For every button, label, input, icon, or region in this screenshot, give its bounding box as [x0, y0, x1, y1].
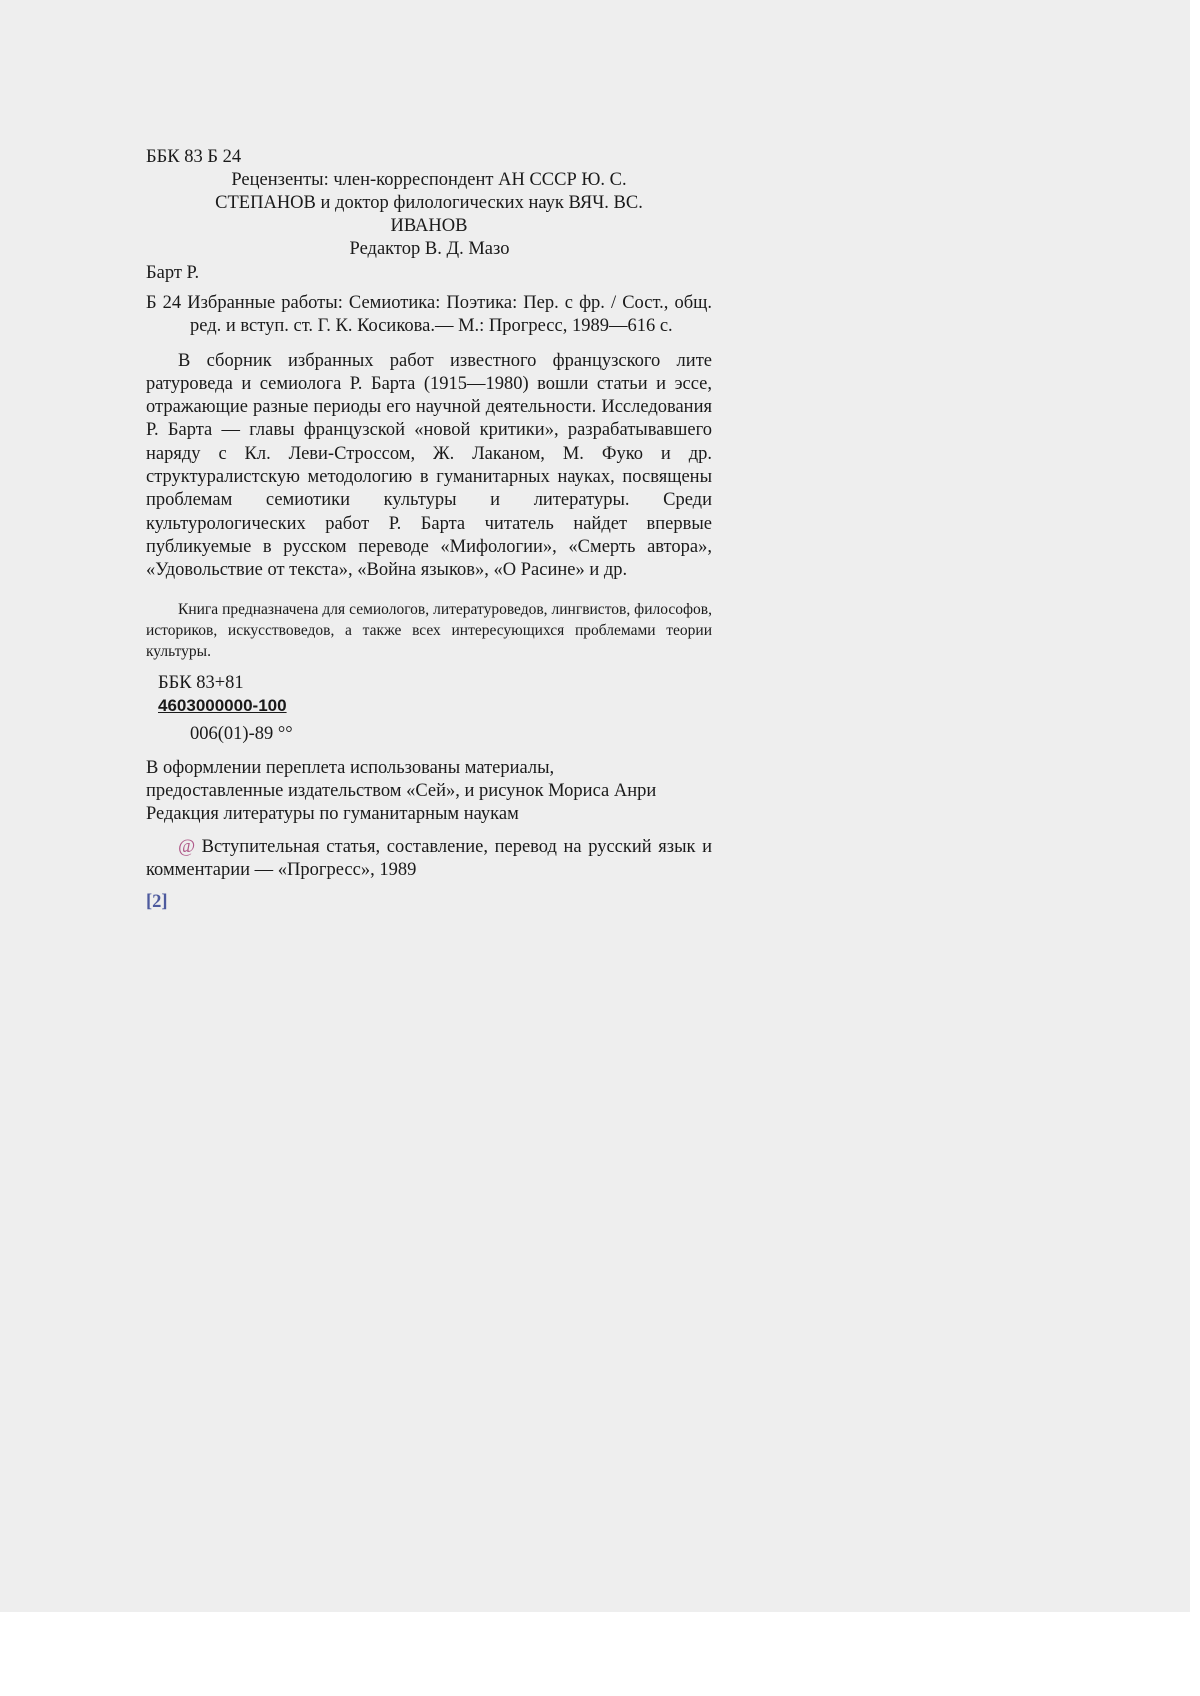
author-line: Барт Р.: [146, 263, 200, 283]
copyright-notice: [146, 836, 712, 883]
design-note: [146, 757, 712, 826]
page-number: [2]: [146, 892, 168, 913]
bbk-index-bottom: ББК 83+81: [158, 672, 244, 693]
copyright-symbol: @: [178, 836, 196, 857]
design-note-line-2: предоставленные издательством «Сей», и рисунок Мориса Анри: [146, 780, 657, 801]
design-note-line-1: В оформлении переплета использованы материалы,: [146, 757, 555, 778]
audience-paragraph: Книга предназначена для семиологов, литературоведов, лингвистов, философов, историков, искусствоведов, а также всех интересующихся проблемами теории культуры.: [146, 600, 712, 660]
copyright-text: Вступительная статья, составление, перевод на русский язык и комментарии — «Прогресс», 1989: [146, 836, 712, 880]
reviewers-line-3: ИВАНОВ: [390, 216, 468, 236]
isbn-code: 4603000000-100: [158, 695, 287, 715]
design-note-line-3: Редакция литературы по гуманитарным наукам: [146, 803, 519, 824]
reviewers-block: [146, 169, 712, 261]
reviewers-line-2: СТЕПАНОВ и доктор филологических наук ВЯЧ. ВС.: [215, 193, 643, 213]
bibliographic-description: Б 24 Избранные работы: Семиотика: Поэтика: Пер. с фр. / Сост., общ. ред. и вступ. ст. Г. К. Косикова.— М.: Прогресс, 1989—616 с.: [146, 293, 712, 337]
bbk-index-top: ББК 83 Б 24: [146, 147, 242, 167]
editor-line: Редактор В. Д. Мазо: [349, 239, 510, 259]
code-suffix: 006(01)-89 °°: [190, 723, 293, 744]
imprint-column: [146, 146, 712, 913]
reviewers-line-1: Рецензенты: член-корреспондент АН СССР Ю. С.: [231, 170, 627, 190]
abstract-paragraph: В сборник избранных работ известного французского лите ратуроведа и семиолога Р. Барта (1915—1980) вошли статьи и эссе, отражающие разные периоды его научной деятельности. Исследования Р. Барта — главы французской «новой критики», разрабатывавшего наряду с Кл. Леви-Строссом, Ж. Лаканом, М. Фуко и др. структуралистскую методологию в гуманитарных науках, посвящены проблемам семиотики культуры и литературы. Среди культурологических работ Р. Барта читатель найдет впервые публикуемые в русском переводе «Мифологии», «Смерть автора», «Удовольствие от текста», «Война языков», «О Расине» и др.: [146, 350, 712, 581]
